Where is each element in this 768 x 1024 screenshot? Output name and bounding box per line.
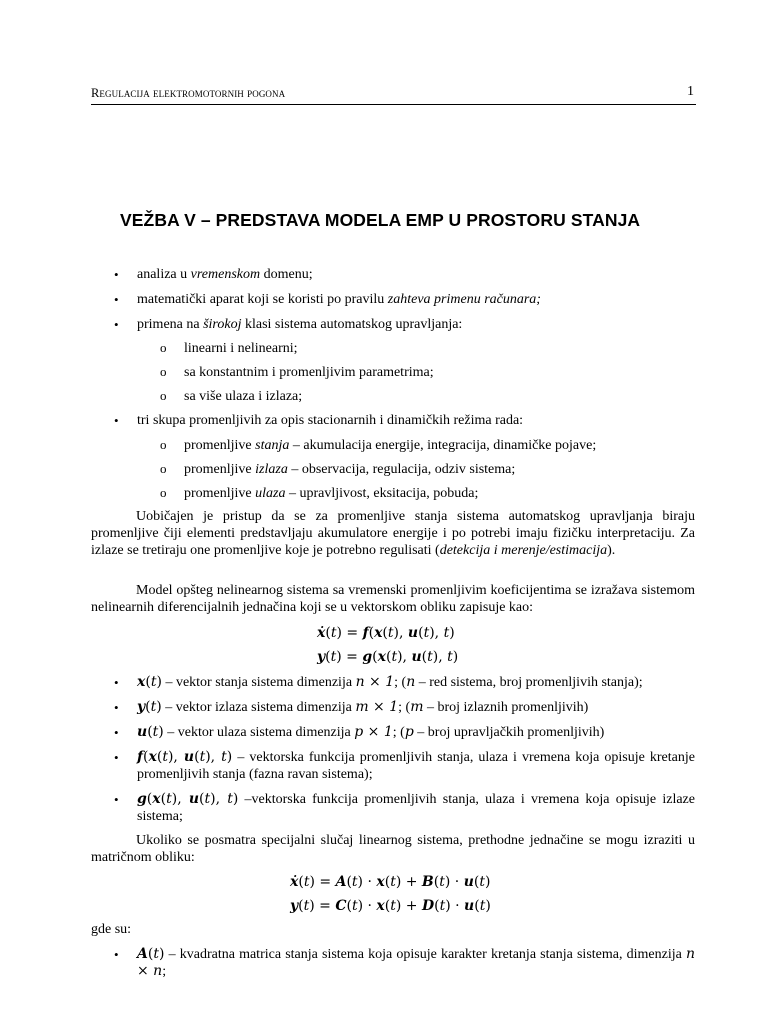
paragraph-linear-system: Ukoliko se posmatra specijalni slučaj linearnog sistema, prethodne jednačine se mogu izraziti u matričnom obliku: — [91, 833, 695, 865]
paragraph-state-variables: Uobičajen je pristup da se za promenljive stanja sistema automatskog upravljanja biraju promenljive čiji elementi predstavljaju akumulatore energije i po potrebi imaju fizičku interpretaciju. Za izlaze se tretiraju one promenljive koje je potrebno regulisati (detekcija i merenje/estimacija). — [91, 509, 695, 558]
section-title: VEŽBA V – PREDSTAVA MODELA EMP U PROSTORU STANJA — [120, 210, 641, 230]
bullet-item: • matematički aparat koji se koristi po pravilu zahteva primenu računara; — [137, 291, 541, 308]
definition-item-A: • A(t) – kvadratna matrica stanja sistema koja opisuje karakter kretanja stanja sistema, dimenzija n × n; — [137, 946, 695, 980]
paragraph-nonlinear-model: Model opšteg nelinearnog sistema sa vremenski promenljivim koeficijentima se izražava sistemom nelinearnih diferencijalnih jednačina koji se u vektorskom obliku zapisuje kao: — [91, 583, 695, 615]
bullet-item: • analiza u vremenskom domenu; — [137, 266, 313, 283]
sub-bullet-item: o sa konstantnim i promenljivim parametrima; — [184, 364, 434, 381]
sub-bullet-item: o sa više ulaza i izlaza; — [184, 388, 302, 405]
definition-item-u: • u(t) – vektor ulaza sistema dimenzija p × 1; (p – broj upravljačkih promenljivih) — [137, 724, 695, 741]
output-equation: y(t) = g(x(t), u(t), t) — [317, 649, 459, 665]
bullet-item: • tri skupa promenljivih za opis stacionarnih i dinamičkih režima rada: — [137, 412, 523, 429]
sub-bullet-item: o promenljive stanja – akumulacija energije, integracija, dinamičke pojave; — [184, 437, 596, 454]
definition-item-f: • f(x(t), u(t), t) – vektorska funkcija promenljivih stanja, ulaza i vremena koja opisuje kretanje promenljivih stanja (fazna ravan sistema); — [137, 749, 695, 783]
running-header — [91, 86, 696, 105]
where-label: gde su: — [91, 922, 132, 937]
running-title: Regulacija elektromotornih pogona — [91, 86, 286, 100]
definition-item-y: • y(t) – vektor izlaza sistema dimenzija m × 1; (m – broj izlaznih promenljivih) — [137, 699, 695, 716]
linear-state-equation: ẋ(t) = A(t) · x(t) + B(t) · u(t) — [290, 874, 491, 890]
sub-bullet-item: o promenljive ulaza – upravljivost, eksitacija, pobuda; — [184, 485, 478, 502]
definition-item-g: • g(x(t), u(t), t) –vektorska funkcija promenljivih stanja, ulaza i vremena koja opisuje izlaze sistema; — [137, 791, 695, 825]
sub-bullet-item: o promenljive izlaza – observacija, regulacija, odziv sistema; — [184, 461, 515, 478]
sub-bullet-item: o linearni i nelinearni; — [184, 340, 298, 357]
state-equation: ẋ(t) = f(x(t), u(t), t) — [317, 625, 455, 641]
definition-item-x: • x(t) – vektor stanja sistema dimenzija n × 1; (n – red sistema, broj promenljivih stanja); — [137, 674, 695, 691]
bullet-item: • primena na širokoj klasi sistema automatskog upravljanja: — [137, 316, 462, 333]
page-number: 1 — [687, 84, 694, 99]
linear-output-equation: y(t) = C(t) · x(t) + D(t) · u(t) — [290, 898, 491, 914]
